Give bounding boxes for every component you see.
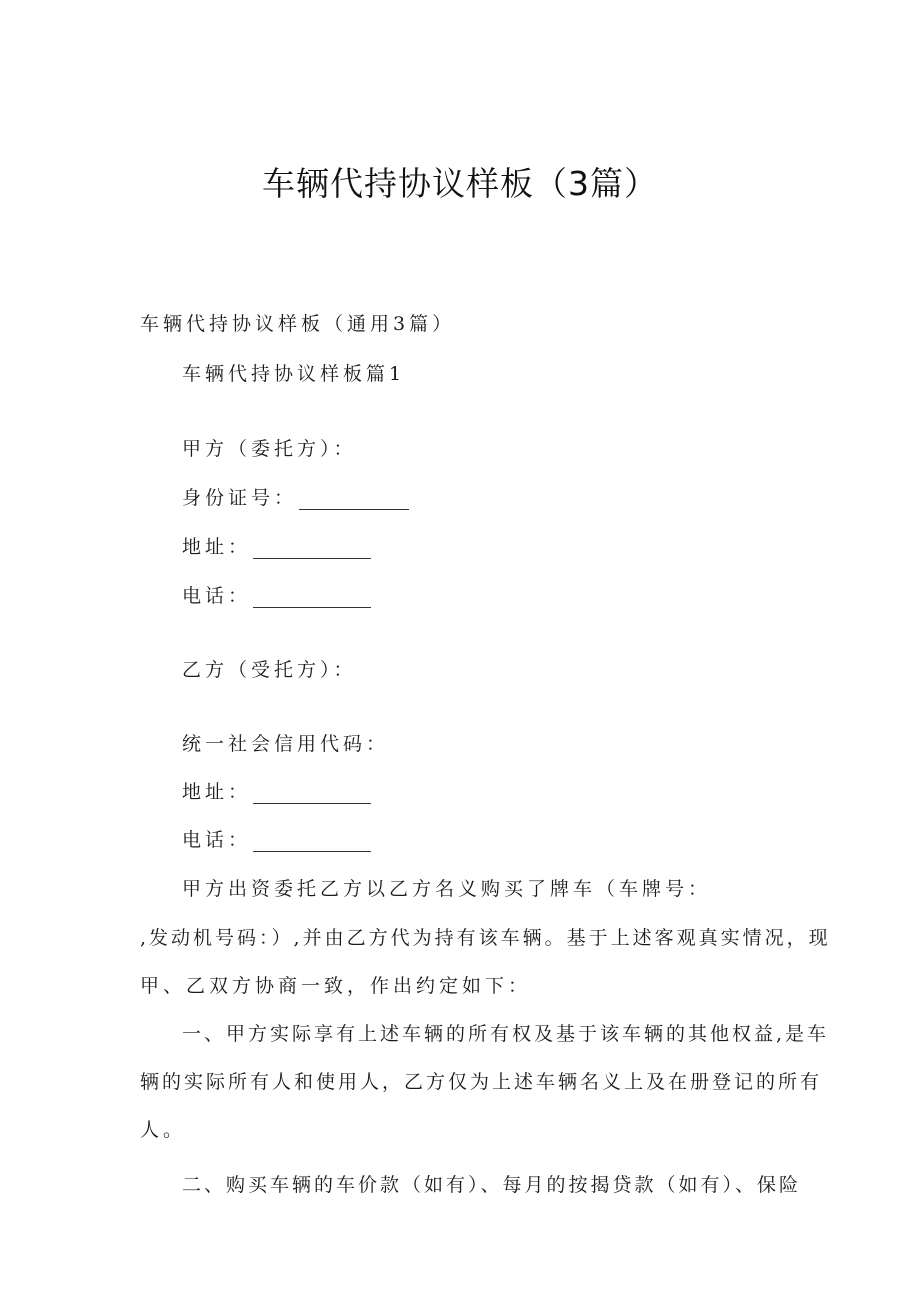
party-a-id-label: 身份证号： bbox=[182, 487, 298, 509]
party-a-id-blank[interactable] bbox=[299, 489, 409, 510]
party-b-address-blank[interactable] bbox=[253, 783, 371, 804]
party-b-address-label: 地址： bbox=[182, 781, 252, 803]
section-heading: 车辆代持协议样板篇1 bbox=[182, 363, 406, 385]
party-a-address-label: 地址： bbox=[182, 536, 252, 558]
document-subtitle: 车辆代持协议样板（通用3篇） bbox=[140, 313, 456, 335]
party-b-address-row bbox=[182, 780, 371, 804]
paragraph-1-line-2: ,发动机号码：）,并由乙方代为持有该车辆。基于上述客观真实情况，现 bbox=[140, 927, 831, 949]
party-a-phone-label: 电话： bbox=[182, 585, 252, 607]
party-b-label: 乙方（受托方）： bbox=[182, 659, 357, 681]
paragraph-1-line-3: 甲、乙双方协商一致，作出约定如下： bbox=[140, 975, 532, 997]
paragraph-2-line-1: 一、甲方实际享有上述车辆的所有权及基于该车辆的其他权益,是车 bbox=[182, 1023, 830, 1045]
party-a-id-row bbox=[182, 486, 409, 510]
paragraph-3-line-1: 二、购买车辆的车价款（如有）、每月的按揭贷款（如有）、保险 bbox=[182, 1174, 802, 1196]
party-a-phone-row bbox=[182, 584, 371, 608]
document-title: 车辆代持协议样板（3篇） bbox=[262, 164, 658, 203]
party-b-credit-code: 统一社会信用代码： bbox=[182, 733, 390, 755]
party-a-address-blank[interactable] bbox=[253, 538, 371, 559]
party-a-address-row bbox=[182, 535, 371, 559]
party-a-phone-blank[interactable] bbox=[253, 587, 371, 608]
paragraph-2-line-3: 人。 bbox=[140, 1119, 187, 1141]
paragraph-2-line-2: 辆的实际所有人和使用人，乙方仅为上述车辆名义上及在册登记的所有 bbox=[140, 1071, 823, 1093]
party-b-phone-row bbox=[182, 828, 371, 852]
party-a-label: 甲方（委托方）： bbox=[182, 438, 357, 460]
party-b-phone-label: 电话： bbox=[182, 829, 252, 851]
party-b-phone-blank[interactable] bbox=[253, 831, 371, 852]
paragraph-1-line-1: 甲方出资委托乙方以乙方名义购买了牌车（车牌号： bbox=[182, 878, 712, 900]
